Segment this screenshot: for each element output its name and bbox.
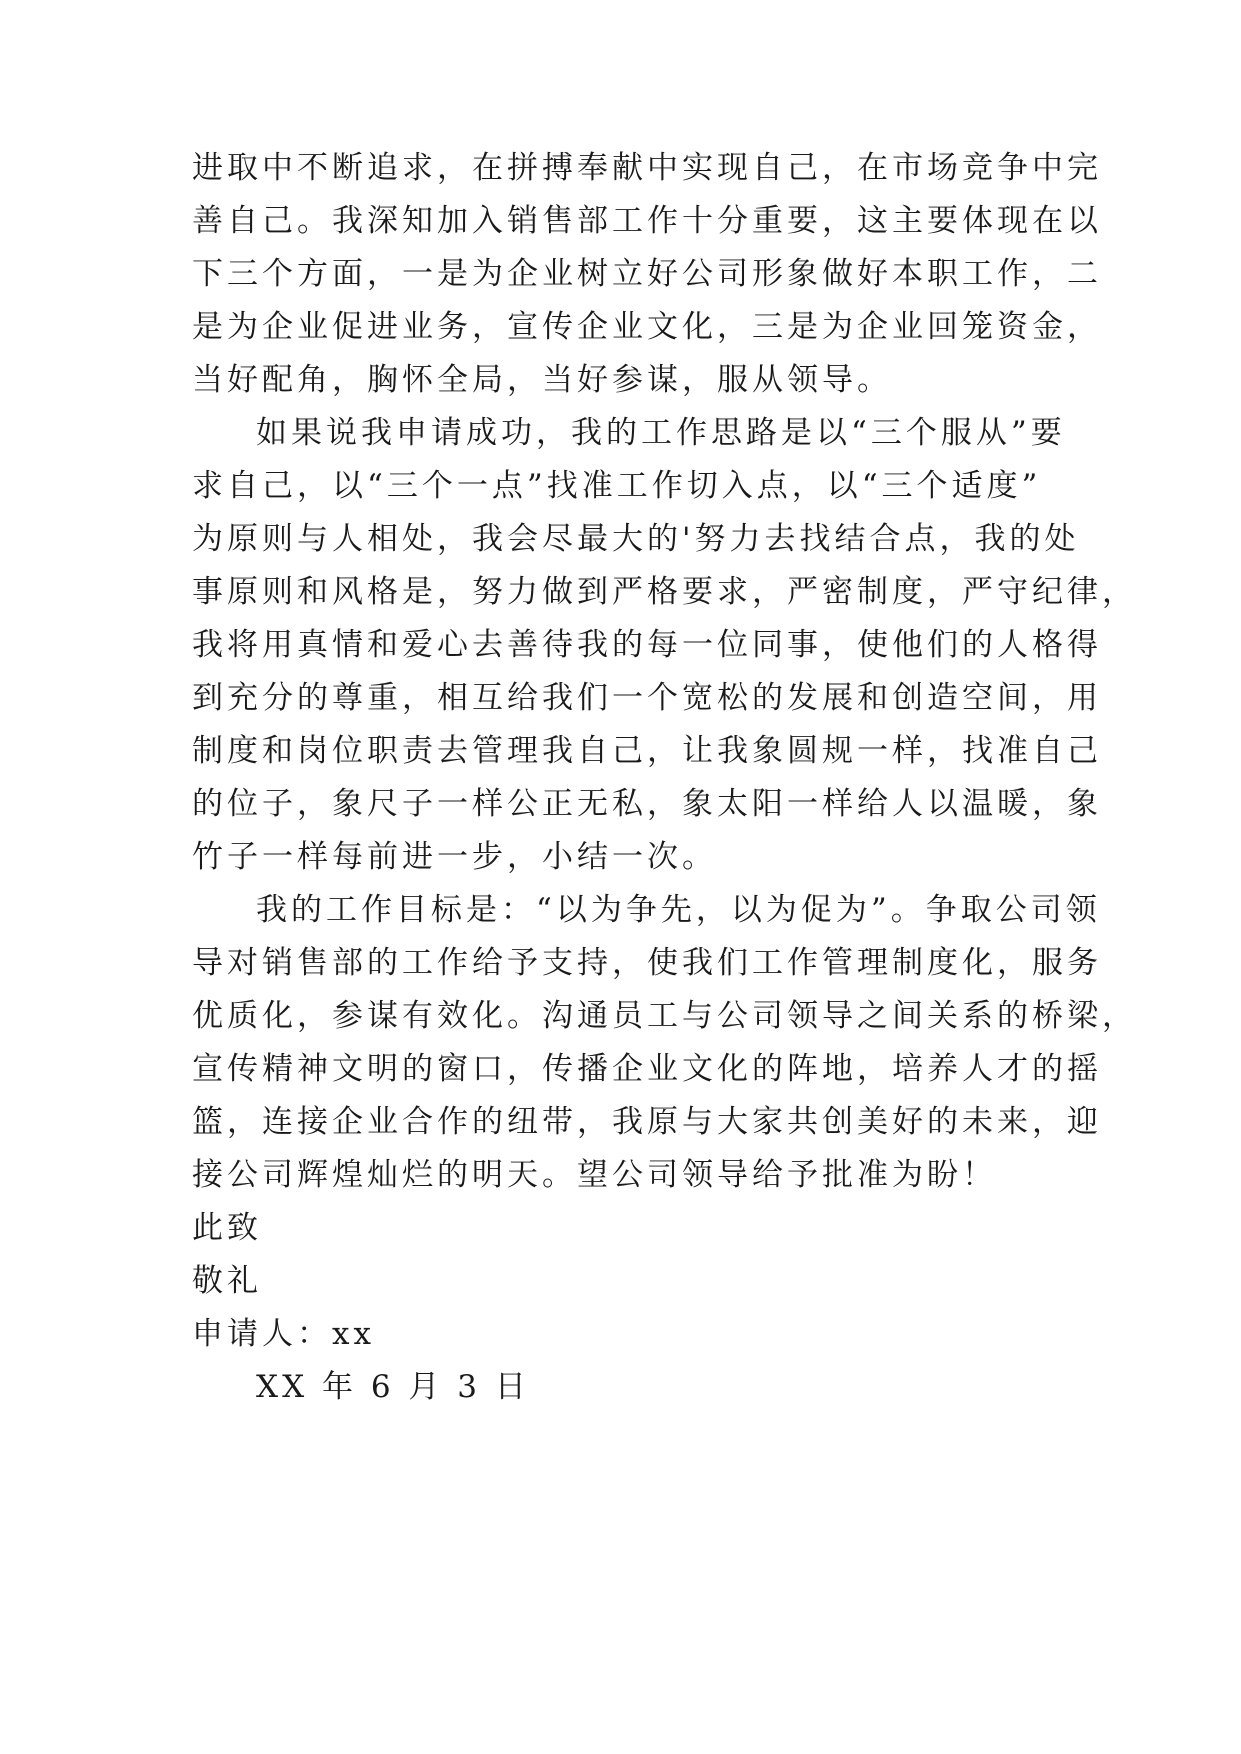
- paragraph-3-line-4: 宣传精神文明的窗口，传播企业文化的阵地，培养人才的摇: [192, 1051, 1102, 1087]
- paragraph-3-line-1: 我的工作目标是：“以为争先，以为促为”。争取公司领: [256, 892, 1101, 928]
- paragraph-2-line-8: 的位子，象尺子一样公正无私，象太阳一样给人以温暖，象: [192, 786, 1102, 822]
- paragraph-2-line-9: 竹子一样每前进一步，小结一次。: [192, 839, 717, 875]
- paragraph-2-line-1: 如果说我申请成功，我的工作思路是以“三个服从”要: [256, 415, 1066, 451]
- applicant-signature: 申请人：xx: [192, 1316, 375, 1352]
- closing-salutation: 此致: [192, 1210, 262, 1246]
- closing-regards: 敬礼: [192, 1263, 262, 1299]
- paragraph-2-line-4: 事原则和风格是，努力做到严格要求，严密制度，严守纪律，: [192, 574, 1137, 610]
- paragraph-3-line-6: 接公司辉煌灿烂的明天。望公司领导给予批准为盼！: [192, 1157, 997, 1193]
- paragraph-1-line-4: 是为企业促进业务，宣传企业文化，三是为企业回笼资金，: [192, 309, 1102, 345]
- paragraph-1-line-5: 当好配角，胸怀全局，当好参谋，服从领导。: [192, 362, 892, 398]
- document-date: XX 年 6 月 3 日: [256, 1369, 530, 1405]
- paragraph-2-line-7: 制度和岗位职责去管理我自己，让我象圆规一样，找准自己: [192, 733, 1102, 769]
- paragraph-2-line-5: 我将用真情和爱心去善待我的每一位同事，使他们的人格得: [192, 627, 1102, 663]
- paragraph-1-line-2: 善自己。我深知加入销售部工作十分重要，这主要体现在以: [192, 203, 1102, 239]
- paragraph-3-line-5: 篮，连接企业合作的纽带，我原与大家共创美好的未来，迎: [192, 1104, 1102, 1140]
- paragraph-3-line-2: 导对销售部的工作给予支持，使我们工作管理制度化，服务: [192, 945, 1102, 981]
- paragraph-2-line-6: 到充分的尊重，相互给我们一个宽松的发展和创造空间，用: [192, 680, 1102, 716]
- paragraph-1-line-1: 进取中不断追求，在拼搏奉献中实现自己，在市场竞争中完: [192, 150, 1102, 186]
- paragraph-3-line-3: 优质化，参谋有效化。沟通员工与公司领导之间关系的桥梁，: [192, 998, 1137, 1034]
- paragraph-2-line-3: 为原则与人相处，我会尽最大的'努力去找结合点，我的处: [192, 521, 1080, 557]
- paragraph-2-line-2: 求自己，以“三个一点”找准工作切入点，以“三个适度”: [192, 468, 1042, 504]
- paragraph-1-line-3: 下三个方面，一是为企业树立好公司形象做好本职工作，二: [192, 256, 1102, 292]
